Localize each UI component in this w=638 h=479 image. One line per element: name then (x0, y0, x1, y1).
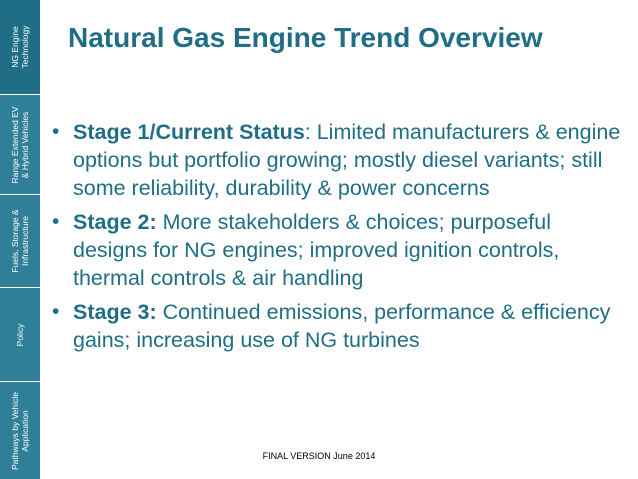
bullet-icon: • (52, 120, 60, 143)
tab-label: Policy (15, 323, 25, 346)
bullet-text (73, 208, 628, 292)
bullet-body: More stakeholders & choices; purposeful designs for NG engines; improved ignition controls, thermal controls & air handling (73, 210, 560, 290)
list-item (48, 118, 628, 202)
section-sidebar (0, 0, 40, 479)
footer-version: FINAL VERSION June 2014 (262, 451, 376, 461)
bullet-heading: Stage 1/Current Status (73, 120, 305, 144)
tab-label: NG Engine Technology (10, 25, 30, 69)
bullet-icon: • (52, 300, 60, 323)
tab-pathways-by-vehicle[interactable] (0, 382, 40, 479)
bullet-text (73, 118, 628, 202)
tab-ng-engine-technology[interactable] (0, 0, 40, 95)
bullet-body: : Limited manufacturers & engine options but portfolio growing; mostly diesel variants; still some reliability, durability & power concerns (73, 120, 621, 200)
bullet-icon: • (52, 210, 60, 233)
tab-policy[interactable] (0, 288, 40, 382)
tab-fuels-storage-infrastructure[interactable] (0, 195, 40, 288)
bullet-heading: Stage 2: (73, 210, 157, 234)
bullet-text (73, 298, 628, 354)
slide-title: Natural Gas Engine Trend Overview (68, 22, 543, 53)
list-item (48, 208, 628, 292)
tab-label: Fuels, Storage & Infrastructure (10, 209, 30, 273)
tab-label: Pathways by Vehicle Application (10, 391, 30, 470)
bullet-list (48, 118, 628, 360)
tab-range-extended-ev[interactable] (0, 95, 40, 195)
bullet-heading: Stage 3: (73, 300, 157, 324)
bullet-body: Continued emissions, performance & efficiency gains; increasing use of NG turbines (73, 300, 611, 352)
tab-label: Range Extended EV & Hybrid Vehicles (10, 105, 30, 184)
list-item (48, 298, 628, 354)
